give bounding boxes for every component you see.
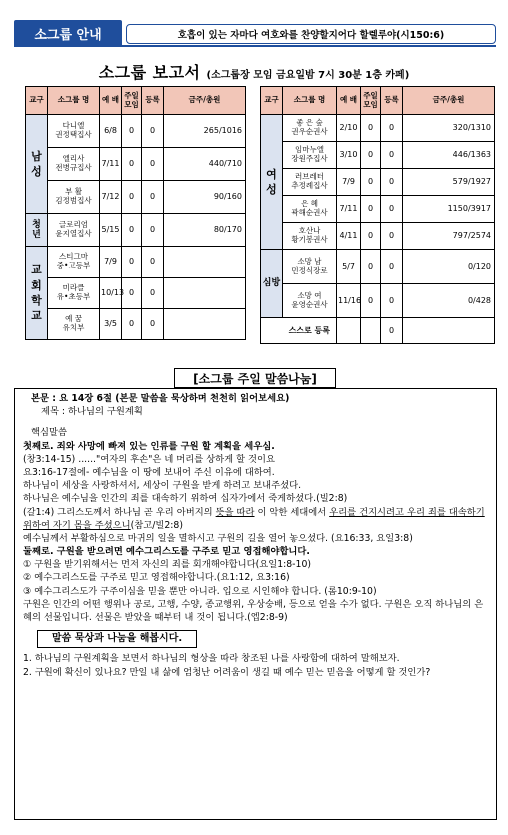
register-count: 0 [381,169,403,196]
worship-date: 2/10 [337,115,361,142]
report-subtitle: (소그룹장 모임 금요일밤 7시 30분 1층 카페) [206,70,410,81]
worship-date: 4/11 [337,223,361,250]
register-count: 0 [142,278,164,309]
col-header-register: 등록 [142,87,164,115]
attendance-ratio: 0/428 [403,284,495,318]
sunday-count: 0 [361,169,381,196]
col-header-worship: 예 배 [100,87,122,115]
section-tab: 소그룹 안내 [14,20,122,46]
table-row [261,142,495,169]
core-label: 핵심말씀 [31,427,67,439]
register-count: 0 [142,214,164,247]
sunday-count: 0 [122,278,142,309]
col-header-ratio: 금주/총원 [403,87,495,115]
col-header-sunday: 주일 모임 [122,87,142,115]
spacer [23,418,488,426]
attendance-ratio: 320/1310 [403,115,495,142]
table-row [261,169,495,196]
group-label-youth: 청 년 [26,214,48,247]
worship-date: 7/11 [100,148,122,181]
attendance-ratio [164,247,246,278]
paragraph [23,506,488,532]
register-count: 0 [381,250,403,284]
sunday-count: 0 [122,214,142,247]
table-row [261,284,495,318]
worship-date: 5/7 [337,250,361,284]
group-name: 글로리엄 윤지열집사 [48,214,100,247]
register-count: 0 [381,196,403,223]
worship-date: 7/11 [337,196,361,223]
worship-date: 11/16 [337,284,361,318]
attendance-ratio: 797/2574 [403,223,495,250]
paragraph: (창3:14-15) ......"여자의 후손"은 네 머리를 상하게 할 것이요 [23,453,275,465]
worship-date: 3/5 [100,309,122,340]
text-span: 이 악한 세대에서 [254,506,330,518]
register-count: 0 [381,223,403,250]
register-count: 0 [142,148,164,181]
attendance-ratio [164,309,246,340]
header-divider [14,45,496,47]
worship-date: 7/9 [100,247,122,278]
report-title [0,60,508,83]
col-header-worship: 예 배 [337,87,361,115]
table-row [26,214,246,247]
report-title-text: 소그룹 보고서 [98,63,201,82]
register-count: 0 [381,142,403,169]
group-name: 호산나 황기봉권사 [283,223,337,250]
sunday-count: 0 [361,142,381,169]
table-row [26,181,246,214]
report-table-right [260,86,495,344]
table-row [26,309,246,340]
empty-cell [403,318,495,344]
attendance-ratio: 80/170 [164,214,246,247]
group-name: 예 꿈 유치부 [48,309,100,340]
paragraph: 하나님이 세상을 사랑하셔서, 세상이 구원을 받게 하려고 보내주셨다. [23,480,302,492]
condition-item: ② 예수그리스도를 구주로 믿고 영접해야합니다.(요1:12, 요3:16) [23,572,290,584]
group-label-men: 남 성 [26,115,48,214]
sunday-count: 0 [361,284,381,318]
paragraph: 요3:16-17절에- 예수님을 이 땅에 보내어 주신 이유에 대하여. [23,466,275,478]
text-span: (참고/빌2:8) [130,519,183,531]
table-row [26,278,246,309]
self-register-count: 0 [381,318,403,344]
first-heading: 첫째로. 죄와 사망에 빠져 있는 인류를 구원 할 계획을 세우심. [23,440,275,452]
group-name: 미라클 유•초등부 [48,278,100,309]
table-row [261,223,495,250]
col-header-group: 소그룹 명 [48,87,100,115]
col-header-ratio: 금주/총원 [164,87,246,115]
group-label-school: 교 회 학 교 [26,247,48,340]
table-row [261,318,495,344]
attendance-ratio: 1150/3917 [403,196,495,223]
group-name: 엘리사 전병규집사 [48,148,100,181]
sunday-count: 0 [122,115,142,148]
table-row [26,148,246,181]
group-name: 스티그마 중•고등부 [48,247,100,278]
condition-item: ① 구원을 받기위해서는 먼저 자신의 죄를 회개해야합니다(요일1:8-10) [23,559,311,571]
register-count: 0 [381,115,403,142]
register-count: 0 [381,284,403,318]
condition-item: ③ 예수그리스도가 구주이심을 믿을 뿐만 아니라. 입으로 시인해야 합니다. (롬10:9-10) [23,585,377,597]
table-row [26,115,246,148]
register-count: 0 [142,181,164,214]
underlined-text: 뜻을 따라 [215,506,255,518]
text-reference: 요 14장 6절 [59,393,112,404]
group-name: 좋 은 숲 권우순권사 [283,115,337,142]
question-item: 1. 하나님의 구원계획을 보면서 하나님의 형상을 따라 창조된 나를 사랑함에 대하여 말해보자. [23,653,400,665]
table-row [26,247,246,278]
register-count: 0 [142,115,164,148]
worship-date: 3/10 [337,142,361,169]
empty-cell [361,318,381,344]
worship-date: 6/8 [100,115,122,148]
report-table-left [25,86,246,340]
group-name: 임마누엘 장원주집사 [283,142,337,169]
worship-date: 7/12 [100,181,122,214]
text-note: (본문 말씀을 묵상하며 천천히 읽어보세요) [111,393,290,404]
sunday-count: 0 [122,181,142,214]
sunday-count: 0 [361,115,381,142]
page-header [14,20,496,46]
col-header-parish: 교구 [26,87,48,115]
meditation-heading: 말씀 묵상과 나눔을 해봅시다. [37,630,197,648]
group-name: 소망 여 윤영순권사 [283,284,337,318]
group-name: 다니엘 권정택집사 [48,115,100,148]
self-register-label: 스스로 등록 [261,318,337,344]
sharing-box [14,388,497,820]
paragraph: 하나님은 예수님을 인간의 죄를 대속하기 위하여 십자가에서 죽게하셨다.(빌2:8) [23,493,348,505]
group-label-women: 여 성 [261,115,283,250]
col-header-sunday: 주일 모임 [361,87,381,115]
worship-date: 5/15 [100,214,122,247]
group-name: 은 혜 곽해순권사 [283,196,337,223]
col-header-register: 등록 [381,87,403,115]
attendance-ratio: 0/120 [403,250,495,284]
sunday-count: 0 [361,196,381,223]
col-header-group: 소그룹 명 [283,87,337,115]
question-item: 2. 구원에 확신이 있나요? 만일 내 삶에 엄청난 어려움이 생길 때 예수 믿는 믿음을 어떻게 할 것인가? [23,666,431,678]
paragraph: 예수님께서 부활하심으로 마귀의 일을 멸하시고 구원의 길을 열어 놓으셨다. (요16:33, 요일3:8) [23,532,413,544]
text-label: 본문 : [31,393,60,404]
text-line [23,392,488,405]
table-row [261,250,495,284]
header-verse: 호흡이 있는 자마다 여호와를 찬양할지어다 할렐루야(시150:6) [126,24,496,44]
attendance-ratio: 265/1016 [164,115,246,148]
attendance-ratio: 90/160 [164,181,246,214]
sunday-count: 0 [361,223,381,250]
worship-date: 10/13 [100,278,122,309]
sunday-count: 0 [122,309,142,340]
group-name: 러브레터 추정례집사 [283,169,337,196]
underlined-text: 우리를 건지시려고 우리 죄를 대속하기 위하여 자기 몸을 주셨으니 [23,506,485,531]
topic-line: 제목 : 하나님의 구원계획 [41,406,143,418]
attendance-ratio [164,278,246,309]
attendance-ratio: 446/1363 [403,142,495,169]
sharing-title: [소그룹 주일 말씀나눔] [174,368,336,388]
worship-date: 7/9 [337,169,361,196]
table-row [261,115,495,142]
attendance-ratio: 440/710 [164,148,246,181]
empty-cell [337,318,361,344]
attendance-ratio: 579/1927 [403,169,495,196]
group-label-visit: 심방 [261,250,283,318]
sunday-count: 0 [361,250,381,284]
text-span: (갈1:4) 그리스도께서 하나님 곧 우리 아버지의 [23,506,216,518]
register-count: 0 [142,309,164,340]
register-count: 0 [142,247,164,278]
table-row [261,196,495,223]
group-name: 부 활 김정범집사 [48,181,100,214]
sunday-count: 0 [122,247,142,278]
second-heading: 둘째로. 구원을 받으려면 예수그리스도를 구주로 믿고 영접해야합니다. [23,546,310,558]
col-header-parish: 교구 [261,87,283,115]
sunday-count: 0 [122,148,142,181]
group-name: 소망 남 민정식장로 [283,250,337,284]
paragraph: 구원은 인간의 어떤 행위나 공로, 고행, 수양, 종교행위, 우상숭배, 등으로 얻을 수가 없다. 구원은 오직 하나님의 은혜의 선물입니다. 선물은 받았을 때부터 내 것이 됩니다.(엡2:8-9) [23,598,484,623]
